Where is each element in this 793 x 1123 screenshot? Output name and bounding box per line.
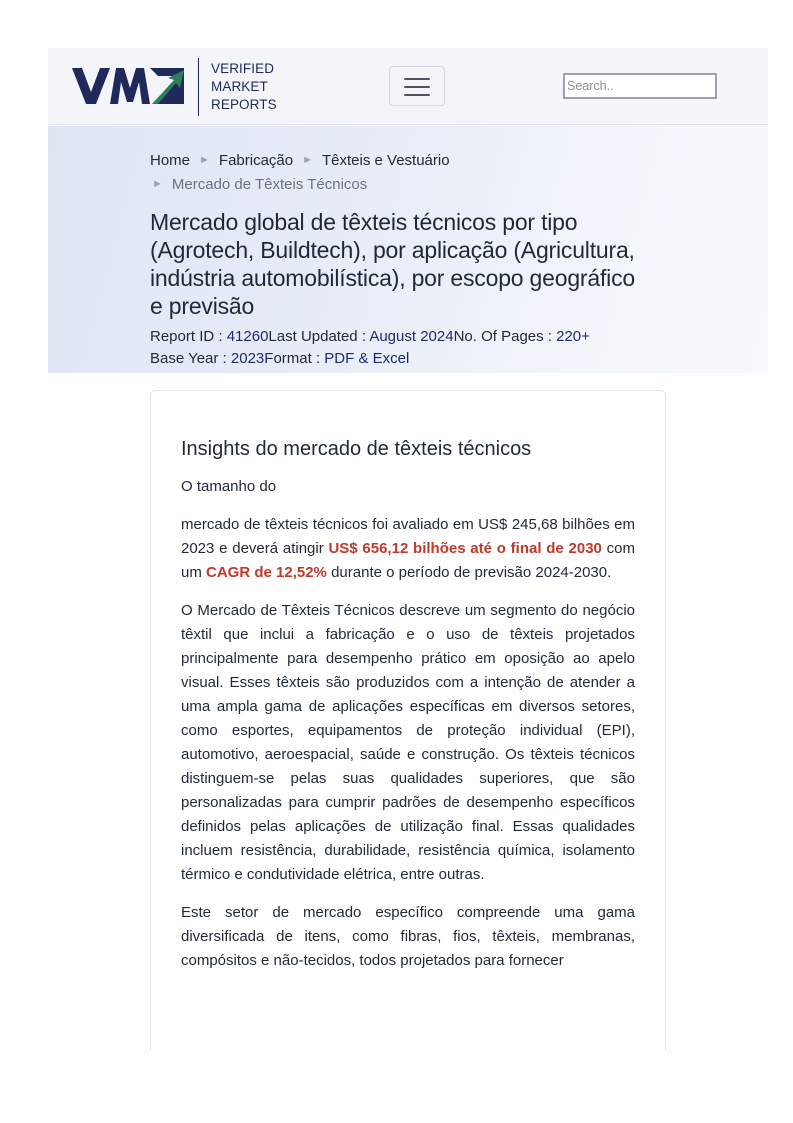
page-title: Mercado global de têxteis técnicos por tipo (Agrotech, Buildtech), por aplicação (Agricultura, indústria automobilística), por escopo geográfico e previsão: [150, 209, 635, 319]
chevron-right-icon: ►: [152, 178, 163, 190]
market-size-text-2: com um: [181, 540, 635, 581]
report-meta: [150, 326, 670, 370]
logo-mark-icon: [72, 68, 184, 104]
breadcrumb-home-link[interactable]: Home: [150, 151, 191, 169]
breadcrumb: [150, 148, 650, 196]
page-frame: [48, 48, 768, 1051]
market-size-text-3: durante o período de previsão 2024-2030.: [326, 564, 612, 581]
hamburger-menu-button[interactable]: [389, 66, 445, 106]
updated-value: August 2024: [369, 328, 454, 345]
pages-value: 220+: [556, 328, 590, 345]
base-year-label: Base Year :: [150, 350, 231, 367]
site-header: [48, 48, 768, 125]
logo-line-2: MARKET: [211, 79, 268, 94]
report-meta-row-1: [150, 326, 670, 348]
format-value: PDF & Excel: [324, 350, 410, 367]
market-size-text-1: mercado de têxteis técnicos foi avaliado em US$ 245,68 bilhões em 2023 e deverá atingir: [181, 516, 635, 557]
forecast-value-highlight: US$ 656,12 bilhões até o final de 2030: [328, 540, 602, 557]
breadcrumb-category-link[interactable]: Fabricação: [218, 151, 294, 169]
hero-banner: [48, 126, 768, 373]
card-body: [181, 435, 635, 987]
search-input[interactable]: [563, 73, 717, 99]
logo-line-1: VERIFIED: [211, 61, 275, 76]
breadcrumb-current: Mercado de Têxteis Técnicos: [171, 175, 368, 193]
intro-paragraph: O tamanho do: [181, 478, 277, 495]
sector-paragraph: Este setor de mercado específico compreende uma gama diversificada de itens, como fibras, fios, têxteis, membranas, compósitos e não-tecidos, todos projetados para fornecer: [181, 904, 635, 969]
logo-divider: [198, 58, 199, 116]
section-heading: Insights do mercado de têxteis técnicos: [181, 438, 532, 460]
chevron-right-icon: ►: [302, 154, 313, 166]
updated-label: Last Updated :: [268, 328, 370, 345]
report-id-value: 41260: [226, 328, 269, 345]
format-label: Format :: [264, 350, 325, 367]
hamburger-icon: [404, 78, 430, 80]
base-year-value: 2023: [230, 350, 265, 367]
description-paragraph: O Mercado de Têxteis Técnicos descreve um segmento do negócio têxtil que inclui a fabricação e o uso de têxteis projetados principalmente para desempenho prático em oposição ao apelo visual. Esses têxteis são produzidos com a intenção de atender a uma ampla gama de aplicações específicas em diversos setores, como esportes, equipamentos de proteção individual (EPI), automotivo, aeroespacial, saúde e construção. Os têxteis técnicos distinguem-se pelas suas qualidades superiores, que são personalizadas para cumprir padrões de desempenho específicos definidos pelas aplicações de utilização final. Essas qualidades incluem resistência, durabilidade, resistência química, isolamento térmico e condutividade elétrica, entre outras.: [181, 602, 635, 883]
breadcrumb-subcategory-link[interactable]: Têxteis e Vestuário: [322, 151, 450, 169]
logo[interactable]: [72, 56, 282, 116]
logo-wordmark: [211, 60, 277, 114]
report-summary-card: [150, 390, 666, 1051]
chevron-right-icon: ►: [199, 154, 210, 166]
logo-line-3: REPORTS: [211, 97, 277, 112]
cagr-highlight: CAGR de 12,52%: [206, 564, 327, 581]
pages-label: No. Of Pages :: [453, 328, 557, 345]
report-meta-row-2: [150, 348, 670, 370]
market-size-paragraph: [181, 513, 635, 585]
hamburger-icon-bar: [404, 94, 430, 96]
report-id-label: Report ID :: [150, 328, 227, 345]
hamburger-icon-bar: [404, 86, 430, 88]
